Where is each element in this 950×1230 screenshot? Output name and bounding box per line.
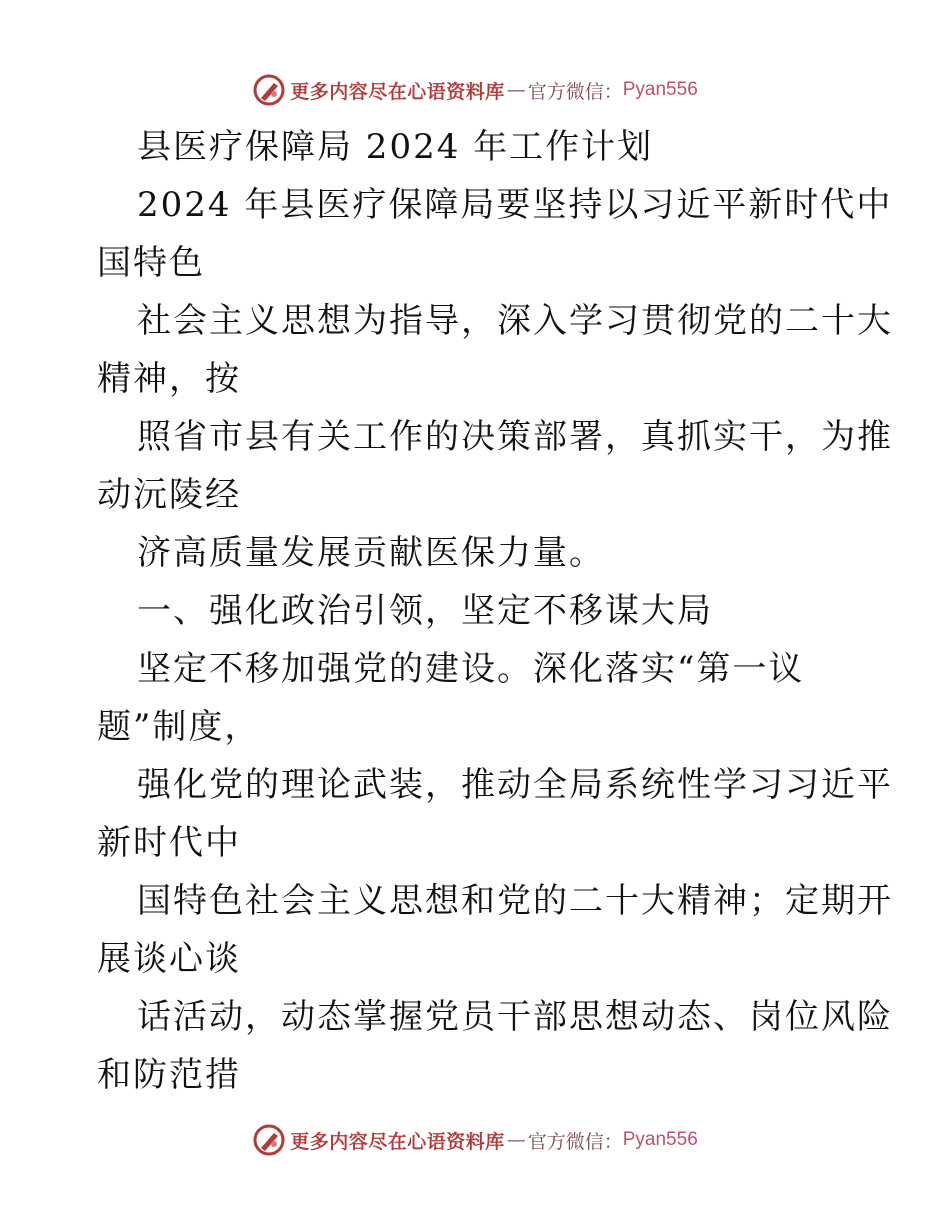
text-line: 动沅陵经 <box>97 475 241 515</box>
text-line: 坚定不移加强党的建设。深化落实“第一议 <box>137 649 805 689</box>
banner-wechat-label: 官方微信： <box>527 1130 623 1153</box>
text-line: 和防范措 <box>97 1055 241 1095</box>
text-line: 2024 年县医疗保障局要坚持以习近平新时代中 <box>137 185 893 225</box>
pen-logo-icon <box>252 1123 286 1157</box>
text-line: 社会主义思想为指导，深入学习贯彻党的二十大 <box>137 301 893 341</box>
text-line: 话活动，动态掌握党员干部思想动态、岗位风险 <box>137 997 893 1037</box>
banner-wechat-id: Pyan556 <box>622 1129 698 1150</box>
pen-logo-icon <box>252 73 286 107</box>
text-line: 国特色 <box>97 243 205 283</box>
text-line: 题”制度， <box>97 707 261 747</box>
text-line: 一、强化政治引领，坚定不移谋大局 <box>137 591 713 631</box>
banner-separator: — <box>506 1129 526 1151</box>
banner-wechat-id: Pyan556 <box>622 79 698 100</box>
text-line: 照省市县有关工作的决策部署，真抓实干，为推 <box>137 417 893 457</box>
text-line: 县医疗保障局 2024 年工作计划 <box>137 127 654 167</box>
text-line: 强化党的理论武装，推动全局系统性学习习近平 <box>137 765 893 805</box>
document-body <box>97 118 893 1104</box>
banner-text: 更多内容尽在心语资料库 <box>290 80 505 103</box>
text-line: 精神，按 <box>97 359 241 399</box>
header-banner <box>0 70 950 110</box>
text-line: 新时代中 <box>97 823 241 863</box>
banner-text: 更多内容尽在心语资料库 <box>290 1130 505 1153</box>
text-line: 国特色社会主义思想和党的二十大精神；定期开 <box>137 881 893 921</box>
text-line: 展谈心谈 <box>97 939 241 979</box>
text-line: 济高质量发展贡献医保力量。 <box>137 533 605 573</box>
banner-wechat-label: 官方微信： <box>527 80 623 103</box>
banner-separator: — <box>506 79 526 101</box>
footer-banner <box>0 1120 950 1160</box>
